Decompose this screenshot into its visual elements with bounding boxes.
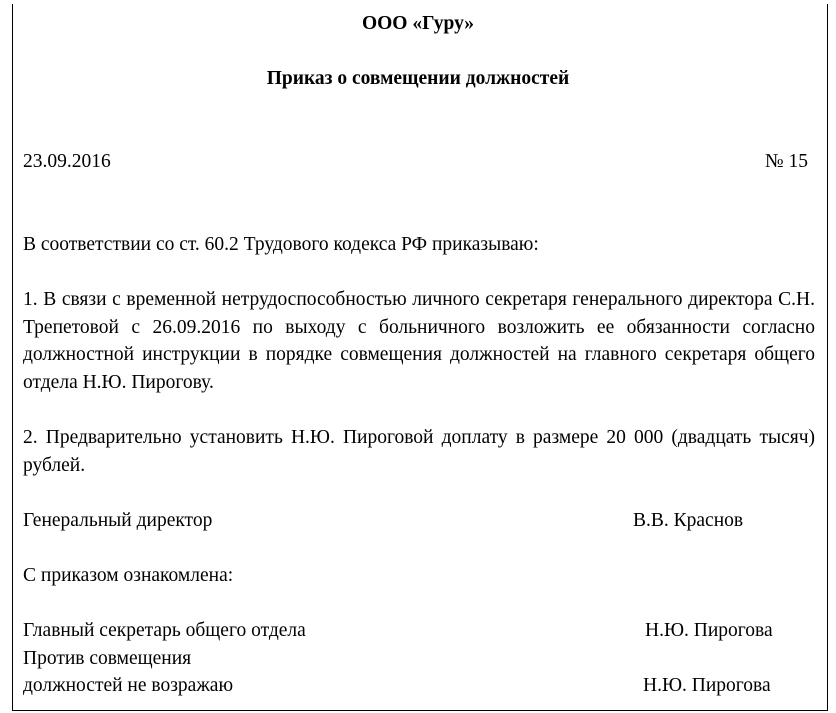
company-name: ООО «Гуру»	[361, 13, 475, 34]
order-number: № 15	[765, 151, 808, 172]
director-title: Генеральный директор	[23, 510, 213, 531]
secretary-name: Н.Ю. Пирогова	[645, 620, 773, 641]
document-title: Приказ о совмещении должностей	[266, 68, 570, 89]
consent-name: Н.Ю. Пирогова	[643, 675, 771, 696]
consent-line-1: Против совмещения	[23, 648, 192, 669]
order-date: 23.09.2016	[23, 151, 111, 172]
order-item-2: 2. Предварительно установить Н.Ю. Пироговой доплату в размере 20 000 (двадцать тысяч) рублей.	[23, 427, 815, 476]
consent-line-2: должностей не возражаю	[23, 675, 234, 696]
director-name: В.В. Краснов	[633, 510, 744, 531]
secretary-title: Главный секретарь общего отдела	[23, 620, 306, 641]
order-item-1: 1. В связи с временной нетрудоспособностью личного секретаря генерального директора С.Н. Трепетовой с 26.09.2016 по выходу с больничного возложить ее обязанности согласно должностной инструкции в порядке совмещения должностей на главного секретаря общего отдела Н.Ю. Пирогову.	[23, 289, 815, 393]
preamble: В соответствии со ст. 60.2 Трудового кодекса РФ приказываю:	[23, 234, 539, 255]
acknowledgement-label: С приказом ознакомлена:	[23, 565, 234, 586]
